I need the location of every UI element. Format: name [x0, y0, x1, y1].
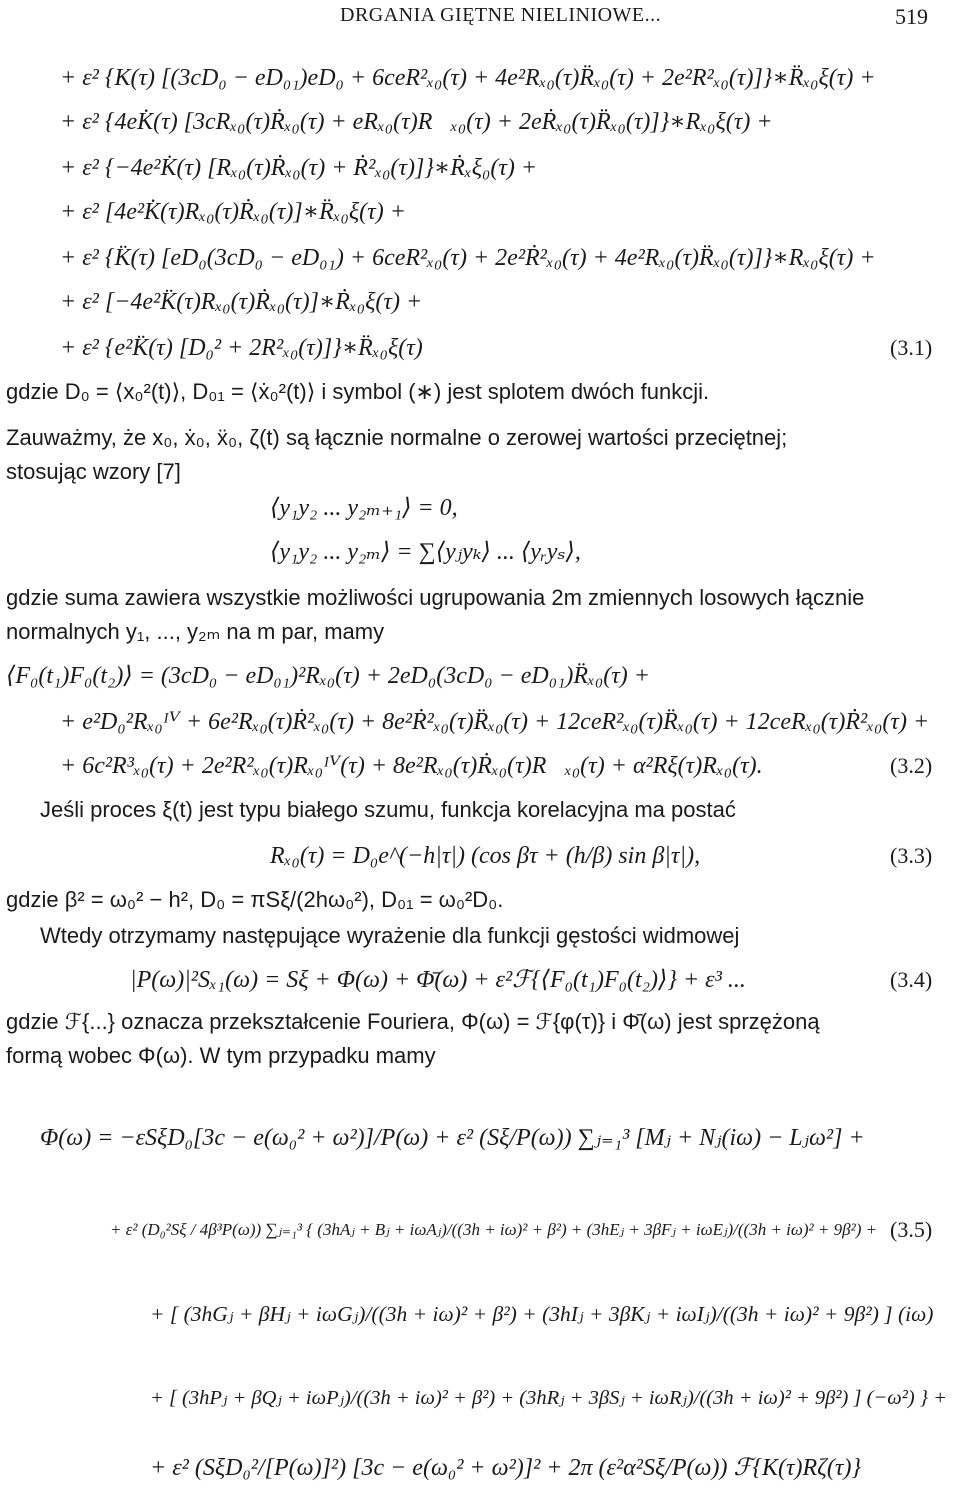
- equation-line: [0, 282, 960, 322]
- equation-number: (3.2): [890, 753, 933, 778]
- equation-line: [0, 58, 960, 98]
- equation-text: + [ (3hPⱼ + βQⱼ + iωPⱼ)/((3h + iω)² + β²) + (3hRⱼ + 3βSⱼ + iωRⱼ)/((3h + iω)² + 9β²) ] (−ω²) } +: [150, 1387, 947, 1409]
- equation-text: + e²D₀²Rₓ₀ᴵⱽ + 6e²Rₓ₀(τ)Ṙ²ₓ₀(τ) + 8e²Ṙ²ₓ₀(τ)R̈ₓ₀(τ) + 12ceR²ₓ₀(τ)R̈ₓ₀(τ) + 12ceRₓ₀(τ)Ṙ²ₓ₀(τ) +: [60, 709, 930, 735]
- paragraph-text: Zauważmy, że x₀, ẋ₀, ẍ₀, ζ(t) są łącznie normalne o zerowej wartości przeciętnej;: [6, 425, 788, 450]
- equation-number: (3.1): [890, 335, 933, 360]
- running-head: DRGANIA GIĘTNE NIELINIOWE...: [340, 4, 662, 26]
- equation-number: (3.4): [890, 967, 933, 992]
- equation-text: + ε² {K(τ) [(3cD₀ − eD₀₁)eD₀ + 6ceR²ₓ₀(τ) + 4e²Rₓ₀(τ)R̈ₓ₀(τ) + 2e²R²ₓ₀(τ)]}∗R̈ₓ₀ξ(τ) +: [60, 65, 876, 91]
- equation-line: [0, 1210, 960, 1250]
- equation-text: + ε² {4eK̇(τ) [3cRₓ₀(τ)Ṙₓ₀(τ) + eRₓ₀(τ)R⃛ₓ₀(τ) + 2eṘₓ₀(τ)R̈ₓ₀(τ)]}∗Rₓ₀ξ(τ) +: [60, 109, 773, 135]
- equation-line: [0, 1118, 960, 1158]
- page-header: [0, 0, 960, 48]
- paragraph-text: gdzie ℱ{...} oznacza przekształcenie Fouriera, Φ(ω) = ℱ{φ(τ)} i Φ̄(ω) jest sprzężoną: [6, 1009, 820, 1034]
- equation-text: + 6c²R³ₓ₀(τ) + 2e²R²ₓ₀(τ)Rₓ₀ᴵⱽ(τ) + 8e²Rₓ₀(τ)Ṙₓ₀(τ)R⃛ₓ₀(τ) + α²Rξ(τ)Rₓ₀(τ).: [60, 753, 763, 779]
- equation-line: [0, 1448, 960, 1488]
- equation-line: [0, 746, 960, 786]
- paragraph-text: gdzie D₀ = ⟨x₀²(t)⟩, D₀₁ = ⟨ẋ₀²(t)⟩ i symbol (∗) jest splotem dwóch funkcji.: [6, 379, 710, 404]
- equation-text: Φ(ω) = −εSξD₀[3c − e(ω₀² + ω²)]/P(ω) + ε² (Sξ/P(ω)) ∑ⱼ₌₁³ [Mⱼ + Nⱼ(iω) − Lⱼω²] +: [40, 1125, 865, 1151]
- text-line: [0, 372, 960, 412]
- text-line: [0, 452, 960, 492]
- page-number: 519: [895, 4, 928, 29]
- equation-line: [0, 836, 960, 876]
- paragraph-text: gdzie β² = ω₀² − h², D₀ = πSξ/(2hω₀²), D₀₁ = ω₀²D₀.: [6, 887, 504, 912]
- text-line: [0, 880, 960, 920]
- equation-text: + ε² [4e²K̇(τ)Rₓ₀(τ)Ṙₓ₀(τ)]∗R̈ₓ₀ξ(τ) +: [60, 199, 406, 225]
- text-line: [0, 916, 960, 956]
- paragraph-text: normalnych y₁, ..., y₂ₘ na m par, mamy: [6, 619, 385, 644]
- equation-text: + ε² {K̈(τ) [eD₀(3cD₀ − eD₀₁) + 6ceR²ₓ₀(τ) + 2e²Ṙ²ₓ₀(τ) + 4e²Rₓ₀(τ)R̈ₓ₀(τ)]}∗Rₓ₀ξ(τ) +: [60, 245, 876, 271]
- equation-line: [0, 488, 960, 528]
- equation-line: [0, 532, 960, 572]
- equation-text: Rₓ₀(τ) = D₀e^(−h|τ|) (cos βτ + (h/β) sin β|τ|),: [270, 843, 701, 869]
- equation-text: + ε² {e²K̈(τ) [D₀² + 2R²ₓ₀(τ)]}∗R̈ₓ₀ξ(τ): [60, 335, 423, 361]
- equation-line: [0, 1378, 960, 1418]
- text-line: [0, 612, 960, 652]
- equation-text: + [ (3hGⱼ + βHⱼ + iωGⱼ)/((3h + iω)² + β²) + (3hIⱼ + 3βKⱼ + iωIⱼ)/((3h + iω)² + 9β²) ] (iω): [150, 1302, 934, 1326]
- equation-line: [0, 192, 960, 232]
- text-line: [0, 1036, 960, 1076]
- equation-line: [0, 960, 960, 1000]
- equation-text: |P(ω)|²Sₓ₁(ω) = Sξ + Φ(ω) + Φ̄(ω) + ε²ℱ{⟨F₀(t₁)F₀(t₂)⟩} + ε³ ...: [130, 967, 746, 993]
- equation-line: [0, 702, 960, 742]
- paragraph-text: stosując wzory [7]: [6, 459, 181, 484]
- equation-line: [0, 102, 960, 142]
- equation-text: + ε² {−4e²K̇(τ) [Rₓ₀(τ)Ṙₓ₀(τ) + Ṙ²ₓ₀(τ)]}∗Ṙₓξ₀(τ) +: [60, 155, 538, 181]
- equation-text: ⟨F₀(t₁)F₀(t₂)⟩ = (3cD₀ − eD₀₁)²Rₓ₀(τ) + 2eD₀(3cD₀ − eD₀₁)R̈ₓ₀(τ) +: [6, 663, 650, 689]
- equation-line: [0, 148, 960, 188]
- equation-number: (3.5): [890, 1217, 933, 1242]
- equation-number: (3.3): [890, 843, 933, 868]
- equation-line: [0, 656, 960, 696]
- equation-line: [0, 238, 960, 278]
- equation-text: ⟨y₁y₂ ... y₂ₘ₊₁⟩ = 0,: [270, 495, 458, 521]
- equation-line: [0, 328, 960, 368]
- equation-line: [0, 1294, 960, 1334]
- equation-text: + ε² [−4e²K̈(τ)Rₓ₀(τ)Ṙₓ₀(τ)]∗Ṙₓ₀ξ(τ) +: [60, 289, 423, 315]
- paragraph-text: formą wobec Φ(ω). W tym przypadku mamy: [6, 1043, 436, 1068]
- equation-text: + ε² (SξD₀²/[P(ω)]²) [3c − e(ω₀² + ω²)]² + 2π (ε²α²Sξ/P(ω)) ℱ{K(τ)Rζ(τ)}: [150, 1455, 862, 1481]
- paragraph-text: Wtedy otrzymamy następujące wyrażenie dla funkcji gęstości widmowej: [40, 923, 740, 948]
- equation-text: ⟨y₁y₂ ... y₂ₘ⟩ = ∑⟨yⱼyₖ⟩ ... ⟨yᵣyₛ⟩,: [270, 539, 581, 565]
- paragraph-text: Jeśli proces ξ(t) jest typu białego szumu, funkcja korelacyjna ma postać: [40, 797, 736, 822]
- text-line: [0, 790, 960, 830]
- equation-text: + ε² (D₀²Sξ / 4β³P(ω)) ∑ⱼ₌₁³ { (3hAⱼ + Bⱼ + iωAⱼ)/((3h + iω)² + β²) + (3hEⱼ + 3βFⱼ + iωEⱼ)/((3h + iω)² + 9β²) +: [110, 1220, 878, 1239]
- paragraph-text: gdzie suma zawiera wszystkie możliwości ugrupowania 2m zmiennych losowych łącznie: [6, 585, 865, 610]
